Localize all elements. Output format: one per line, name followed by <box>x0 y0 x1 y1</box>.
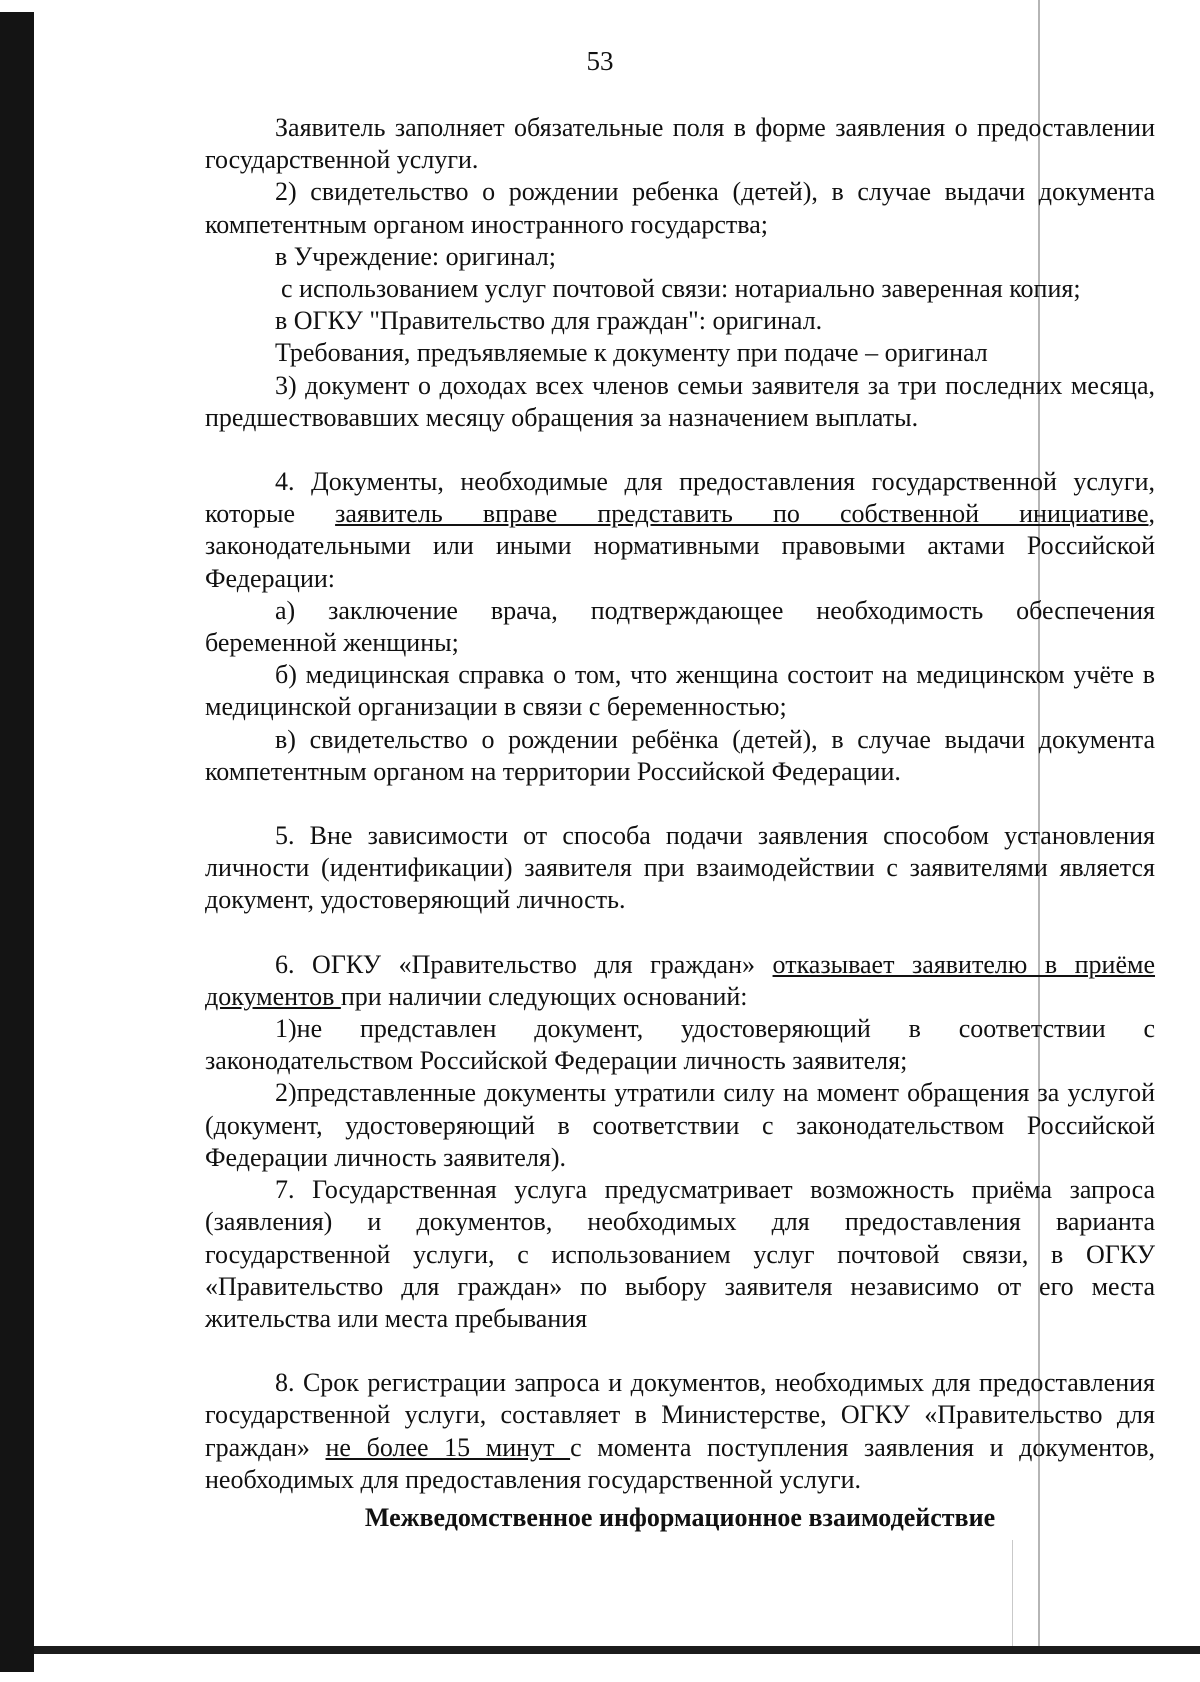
underlined-text: заявитель вправе представить по собственной инициативе <box>335 499 1149 529</box>
paragraph-applicant-fills-form: Заявитель заполняет обязательные поля в форме заявления о предоставлении государственной услуги. <box>205 113 1155 175</box>
paragraph-section-7: 7. Государственная услуга предусматривает возможность приёма запроса (заявления) и документов, необходимых для предоставления варианта государственной услуги, с использованием услуг почтовой связи, в ОГКУ «Правительство для граждан» по выбору заявителя независимо от его места жительства или места пребывания <box>205 1175 1155 1333</box>
section-heading: Межведомственное информационное взаимодействие <box>364 1502 996 1532</box>
paragraph-section-6: 6. ОГКУ «Правительство для граждан» отказывает заявителю в приёме документов при наличии следующих оснований: <box>205 949 1156 1011</box>
paragraph-section-4: 4. Документы, необходимые для предоставления государственной услуги, которые заявитель вправе представить по собственной инициативе, законодательными или иными нормативными правовыми актами Российской Федерации: <box>205 467 1156 593</box>
scan-edge-left <box>0 12 34 1672</box>
paragraph-section-8: 8. Срок регистрации запроса и документов, необходимых для предоставления государственной услуги, составляет в Министерстве, ОГКУ «Правительство для граждан» не более 15 минут с момента поступления заявления и документов, необходимых для предоставления государственной услуги. <box>205 1368 1156 1494</box>
paragraph-item-b: б) медицинская справка о том, что женщина состоит на медицинском учёте в медицинской организации в связи с беременностью; <box>205 660 1155 722</box>
underlined-text: отказывает заявителю в приёме документов <box>205 949 1156 1011</box>
paragraph-ground-1: 1)не представлен документ, удостоверяющий в соответствии с законодательством Российской Федерации личность заявителя; <box>205 1014 1155 1076</box>
paragraph-postal-notarized-copy: с использованием услуг почтовой связи: нотариально заверенная копия; <box>281 274 1081 304</box>
paragraph-ground-2: 2)представленные документы утратили силу на момент обращения за услугой (документ, удостоверяющий в соответствии с законодательством Российской Федерации личность заявителя). <box>205 1078 1155 1172</box>
paragraph-item-a: а) заключение врача, подтверждающее необходимость обеспечения беременной женщины; <box>205 595 1155 658</box>
paragraph-income-document: 3) документ о доходах всех членов семьи заявителя за три последних месяца, предшествовавших месяцу обращения за назначением выплаты. <box>205 370 1155 432</box>
scan-fold-line-secondary <box>1012 1540 1013 1646</box>
paragraph-institution-original: в Учреждение: оригинал; <box>275 241 556 271</box>
document-body <box>205 112 1155 1534</box>
paragraph-ogku-original: в ОГКУ "Правительство для граждан": оригинал. <box>275 306 823 336</box>
underlined-text: не более 15 минут <box>325 1432 571 1462</box>
paragraph-birth-certificate-foreign: 2) свидетельство о рождении ребенка (детей), в случае выдачи документа компетентным органом иностранного государства; <box>205 177 1155 239</box>
page-number: 53 <box>586 46 614 76</box>
paragraph-item-v: в) свидетельство о рождении ребёнка (детей), в случае выдачи документа компетентным органом на территории Российской Федерации. <box>205 724 1155 786</box>
scan-edge-bottom <box>34 1646 1200 1654</box>
paragraph-section-5: 5. Вне зависимости от способа подачи заявления способом установления личности (идентификации) заявителя при взаимодействии с заявителями является документ, удостоверяющий личность. <box>205 821 1155 915</box>
paragraph-document-requirements: Требования, предъявляемые к документу при подаче – оригинал <box>275 338 988 368</box>
